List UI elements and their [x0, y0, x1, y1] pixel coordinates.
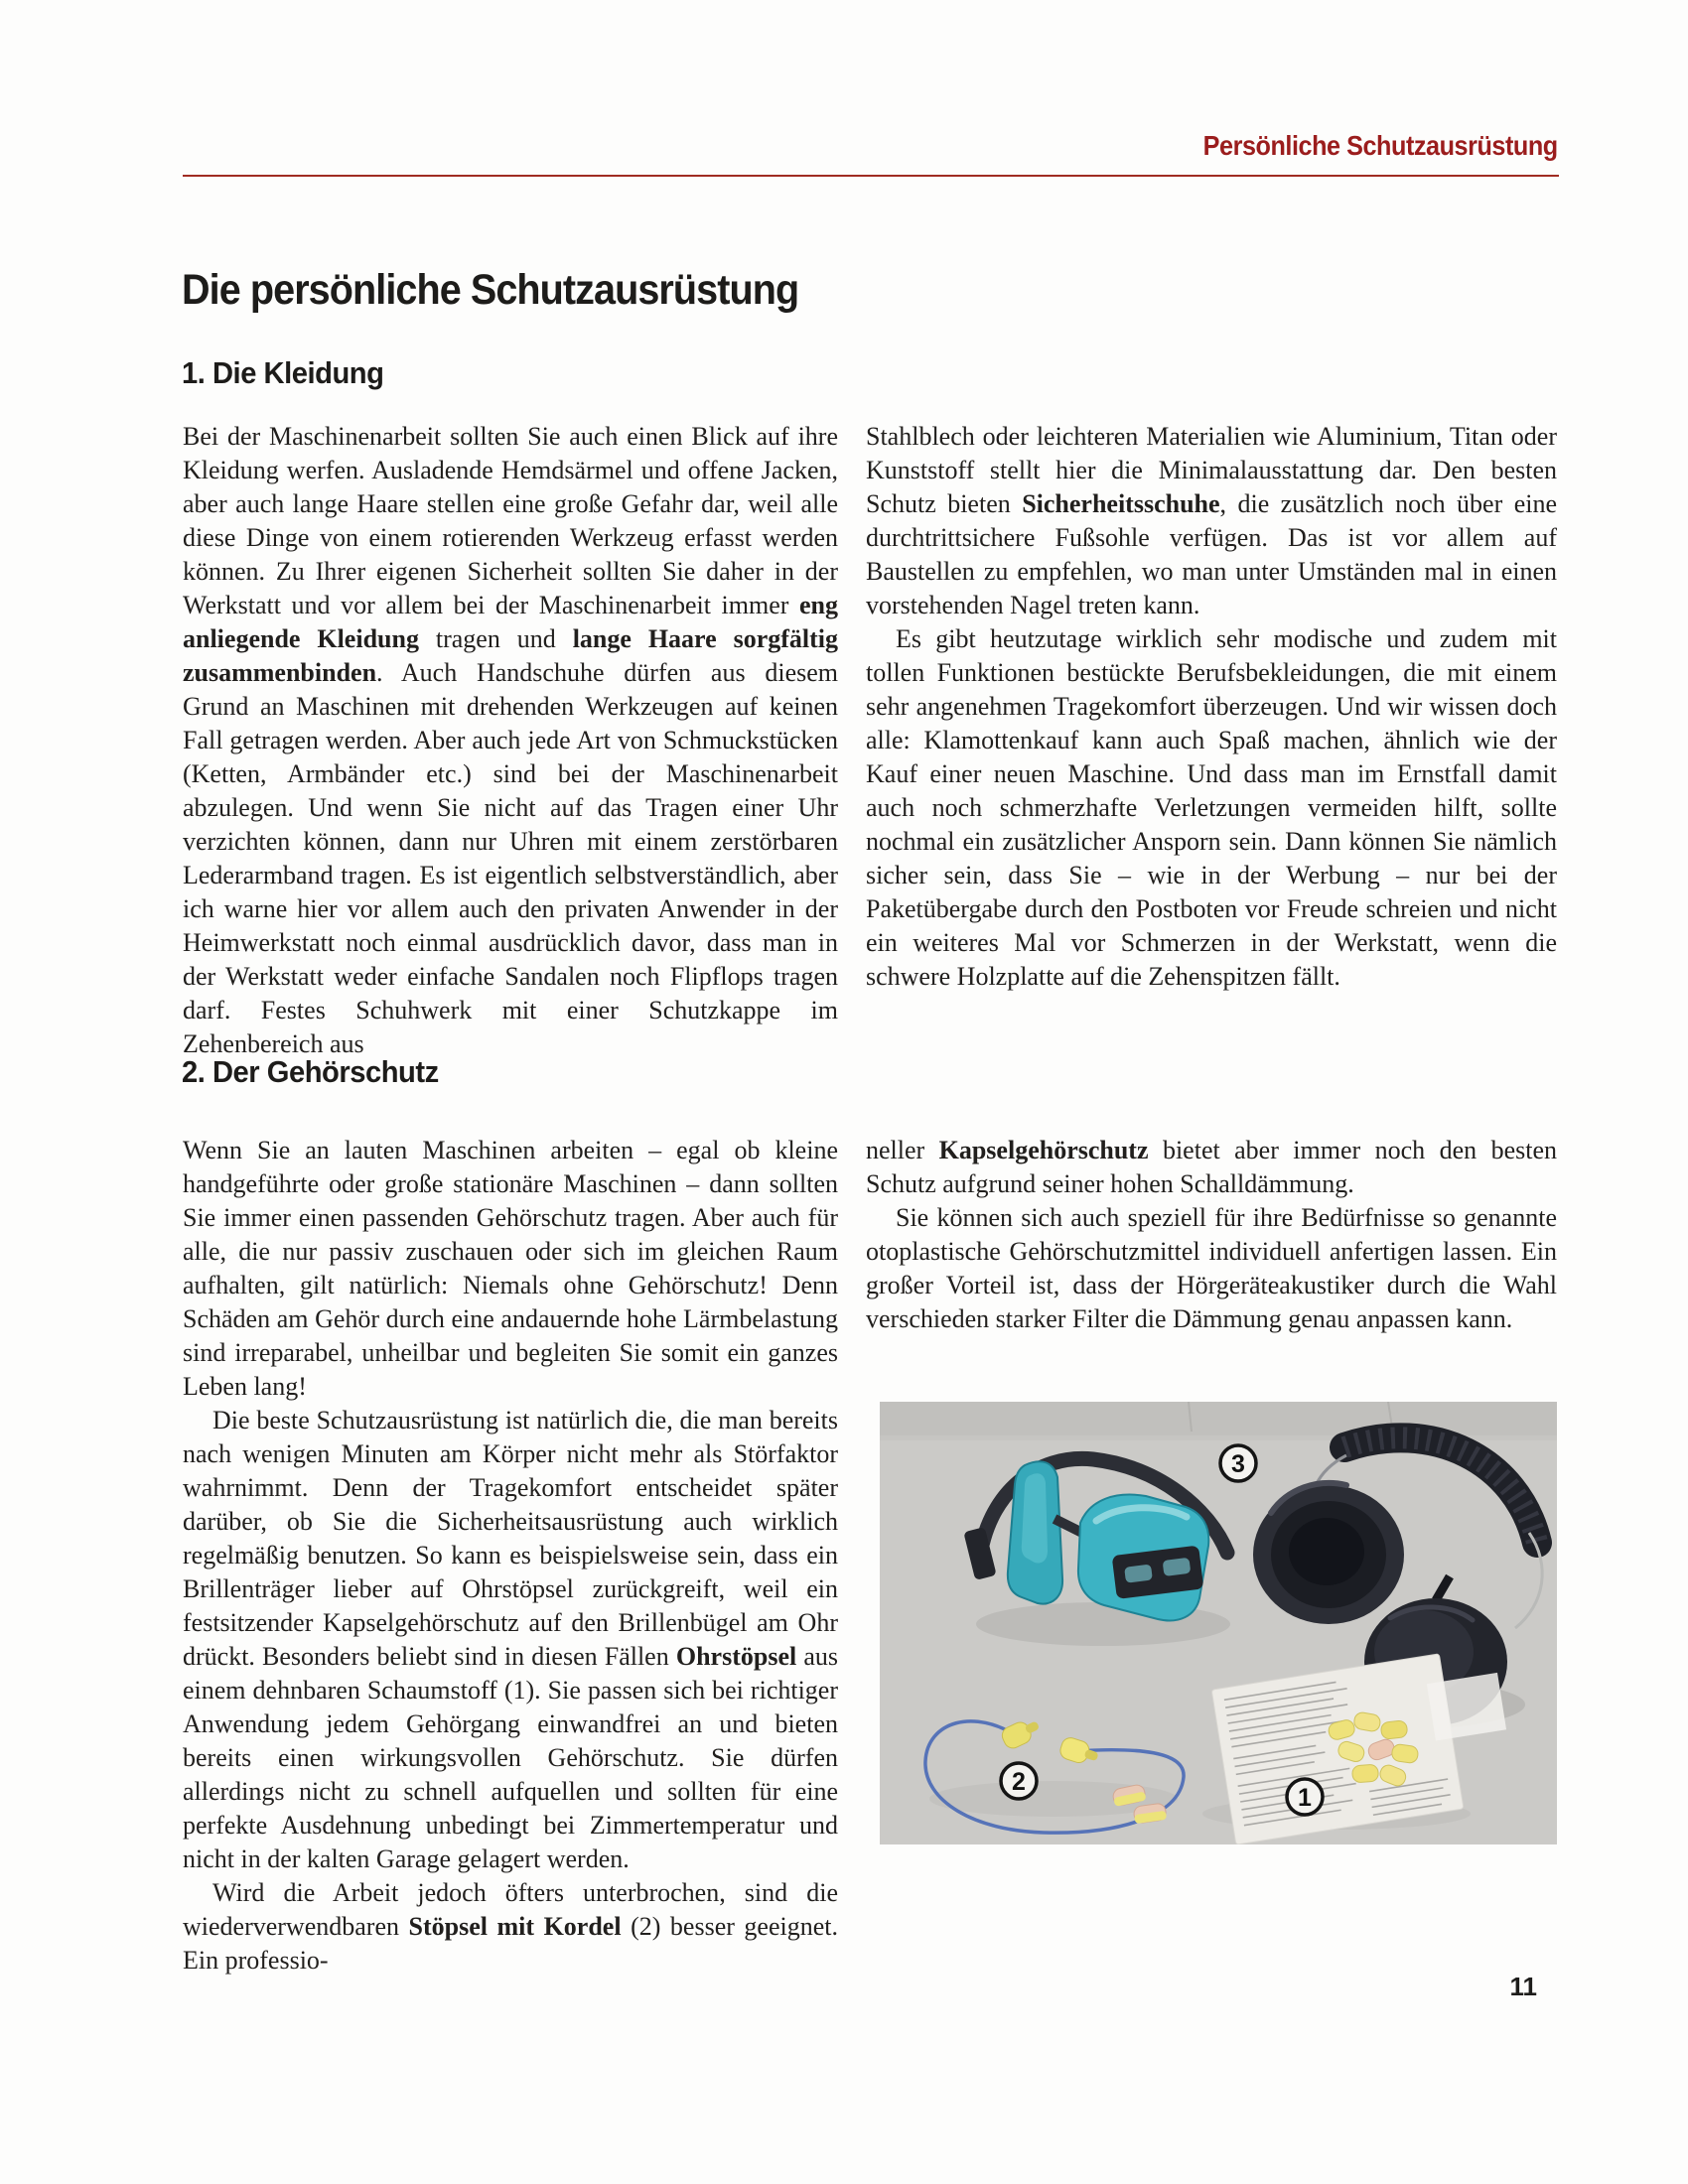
bold-text-run: Stöpsel mit Kordel — [408, 1912, 622, 1941]
hearing-protection-illustration — [880, 1402, 1557, 1844]
plastic-flap — [1427, 1673, 1506, 1741]
figure-badge-3 — [1220, 1445, 1256, 1481]
section-2-heading: 2. Der Gehörschutz — [182, 1054, 439, 1089]
page-number: 11 — [1509, 1972, 1537, 2001]
text-run: (2) besser geeignet. Ein professio- — [183, 1912, 838, 1975]
text-run: Wird die Arbeit jedoch öfters unterbrochen, sind die wiederverwendbaren — [183, 1878, 838, 1941]
page-title: Die persönliche Schutzausrüstung — [182, 266, 799, 314]
text-run: neller — [866, 1136, 939, 1164]
text-run: Sie können sich auch speziell für ihre Bedürfnisse so genannte otoplastische Gehörschutzmittel individuell anfertigen lassen. Ein großer Vorteil ist, dass der Hörgeräteakustiker durch die Wahl verschieden starker Filter die Dämmung genau anpassen kann. — [866, 1203, 1557, 1333]
text-run: . Auch Handschuhe dürfen aus diesem Grund an Maschinen mit drehenden Werkzeugen auf keinen Fall getragen werden. Aber auch jede Art von Schmuckstücken (Ketten, Armbänder etc.) sind bei der Maschinenarbeit abzulegen. Und wenn Sie nicht auf das Tragen einer Uhr verzichten können, dann nur Uhren mit einem zerstörbaren Lederarmband tragen. Es ist eigentlich selbstverständlich, aber ich warne hier vor allem auch den privaten Anwender in der Heimwerkstatt noch einmal ausdrücklich davor, dass man in der Werkstatt weder einfache Sandalen noch Flipflops tragen darf. Festes Schuhwerk mit einer Schutzkappe im Zehenbereich aus — [183, 658, 838, 1058]
paragraph — [183, 420, 838, 1061]
bold-text-run: Ohrstöpsel — [675, 1642, 797, 1671]
text-run: Es gibt heutzutage wirklich sehr modische und zudem mit tollen Funktionen bestückte Berufsbekleidungen, die mit einem sehr angenehmen Tragekomfort überzeugen. Und wir wissen doch alle: Klamottenkauf kann auch Spaß machen, ähnlich wie der Kauf einer neuen Maschine. Und dass man im Ernstfall damit auch noch schmerzhafte Verletzungen vermeiden hilft, sollte nochmal ein zusätzlicher Ansporn sein. Dann können Sie nämlich sicher sein, dass Sie – wie in der Werbung – nur bei der Paketübergabe durch den Postboten vor Freude schreien und nicht ein weiteres Mal vor Schmerzen in der Werkstatt, wenn die schwere Holzplatte auf die Zehenspitzen fällt. — [866, 624, 1557, 991]
section-1-heading: 1. Die Kleidung — [182, 355, 384, 390]
text-run: Die beste Schutzausrüstung ist natürlich die, die man bereits nach wenigen Minuten am Körper nicht mehr als Störfaktor wahrnimmt. Denn der Tragekomfort entscheidet später darüber, ob Sie die Sicherheitsausrüstung auch wirklich regelmäßig benutzen. So kann es beispielsweise sein, dass ein Brillenträger lieber auf Ohrstöpsel zurückgreift, weil ein festsitzender Kapselgehörschutz auf den Brillenbügel am Ohr drückt. Besonders beliebt sind in diesen Fällen — [183, 1406, 838, 1671]
paragraph — [866, 1201, 1557, 1336]
bold-text-run: lange Haare sorgfältig zusammenbinden — [183, 624, 839, 687]
paragraph — [183, 1876, 838, 1978]
paragraph — [866, 1134, 1557, 1201]
paragraph — [866, 622, 1557, 994]
photo-wall-band — [880, 1402, 1557, 1435]
teal-left-cup-highlight — [1022, 1473, 1048, 1563]
text-run: aus einem dehnbaren Schaumstoff (1). Sie passen sich bei richtiger Anwendung jedem Gehörgang einwandfrei an und bieten bereits einen wirkungsvollen Gehörschutz. Sie dürfen allerdings nicht zu schnell aufquellen und sollten für eine perfekte Ausdehnung unbedingt bei Zimmertemperatur und nicht in der kalten Garage gelagert werden. — [183, 1642, 838, 1873]
paragraph — [866, 420, 1557, 622]
text-run: , die zusätzlich noch über eine durchtrittsichere Fußsohle verfügen. Das ist vor allem auf Baustellen zu empfehlen, wo man unter Umständen mal in einen vorstehenden Nagel treten kann. — [866, 489, 1557, 619]
figure-badge-1 — [1287, 1779, 1323, 1815]
text-run: Bei der Maschinenarbeit sollten Sie auch einen Blick auf ihre Kleidung werfen. Ausladende Hemdsärmel und offene Jacken, aber auch lange Haare stellen eine große Gefahr dar, weil alle diese Dinge von einem rotierenden Werkzeug erfasst werden können. Zu Ihrer eigenen Sicherheit sollten Sie daher in der Werkstatt und vor allem bei der Maschinenarbeit immer — [183, 422, 838, 619]
text-run: tragen und — [418, 624, 573, 653]
black-left-cup-recess — [1289, 1518, 1364, 1585]
badge-2-number: 2 — [1012, 1768, 1026, 1796]
paragraph — [183, 1404, 838, 1876]
text-run: Wenn Sie an lauten Maschinen arbeiten – egal ob kleine handgeführte oder große stationäre Maschinen – dann sollten Sie immer einen passenden Gehörschutz tragen. Aber auch für alle, die nur passiv zuschauen oder sich im gleichen Raum aufhalten, gilt natürlich: Niemals ohne Gehörschutz! Denn Schäden am Gehör durch eine andauernde hohe Lärmbelastung sind irreparabel, unheilbar und begleiten Sie somit ein ganzes Leben lang! — [183, 1136, 838, 1401]
bold-text-run: Kapselgehörschutz — [938, 1136, 1149, 1164]
header-rule — [183, 175, 1559, 177]
figure-badge-2 — [1001, 1763, 1037, 1799]
section-2-left-column — [183, 1134, 838, 1978]
text-run: bietet aber immer noch den besten Schutz aufgrund seiner hohen Schalldämmung. — [866, 1136, 1557, 1198]
bold-text-run: eng anliegende Kleidung — [183, 591, 838, 653]
bold-text-run: Sicherheitsschuhe — [1022, 489, 1220, 518]
section-1-left-column — [183, 420, 838, 1061]
badge-3-number: 3 — [1231, 1450, 1245, 1478]
running-header: Persönliche Schutzausrüstung — [1202, 130, 1558, 161]
section-1-right-column — [866, 420, 1557, 994]
paragraph — [183, 1134, 838, 1404]
figure-hearing-protection-photo — [880, 1402, 1557, 1844]
badge-1-number: 1 — [1298, 1784, 1312, 1812]
section-2-right-column — [866, 1134, 1557, 1336]
text-run: Stahlblech oder leichteren Materialien wie Aluminium, Titan oder Kunststoff stellt hier die Minimalausstattung dar. Den besten Schutz bieten — [866, 422, 1557, 518]
